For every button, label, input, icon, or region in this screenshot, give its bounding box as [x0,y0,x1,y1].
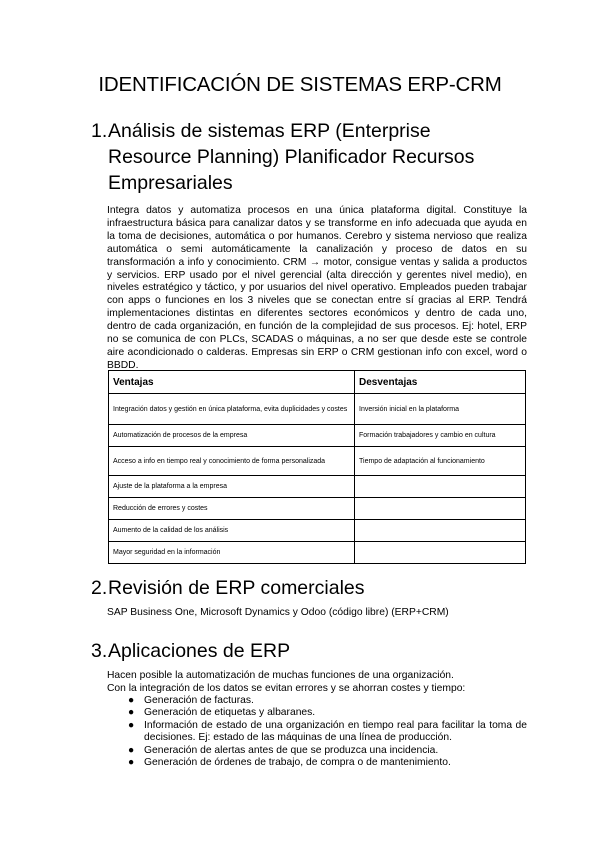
section-2-body: SAP Business One, Microsoft Dynamics y Odoo (código libre) (ERP+CRM) [107,607,449,618]
section-2-title: Revisión de ERP comerciales [108,577,365,599]
table-cell [355,476,526,498]
list-item-text: Información de estado de una organización en tiempo real para facilitar la toma de decisiones. Ej: estado de las máquinas de una línea de producción. [144,719,527,744]
bullet-icon: ● [128,757,135,769]
table-header-desventajas: Desventajas [355,371,526,394]
bullet-icon: ● [128,695,135,706]
list-item-text: Generación de órdenes de trabajo, de compra o de mantenimiento. [144,757,451,769]
table-row [109,394,526,425]
section-3-heading [91,638,491,664]
table-row [109,498,526,520]
list-item [107,757,527,769]
page-title: IDENTIFICACIÓN DE SISTEMAS ERP-CRM [98,73,502,96]
table-row [109,425,526,447]
table-cell: Inversión inicial en la plataforma [355,394,526,425]
table-row [109,447,526,476]
table-cell: Ajuste de la plataforma a la empresa [109,476,355,498]
table-row [109,476,526,498]
table-cell: Integración datos y gestión en única plataforma, evita duplicidades y costes [109,394,355,425]
list-item [107,707,527,719]
section-1-heading [91,118,491,198]
table-cell: Aumento de la calidad de los análisis [109,520,355,542]
applications-list [107,695,527,769]
list-item [107,745,527,757]
table-cell [355,520,526,542]
bullet-icon: ● [128,744,135,756]
section-2-heading [91,575,491,601]
table-cell: Tiempo de adaptación al funcionamiento [355,447,526,476]
table-header-ventajas: Ventajas [109,371,355,394]
table-cell: Mayor seguridad en la información [109,542,355,564]
bullet-icon: ● [128,719,135,731]
table-cell: Formación trabajadores y cambio en cultura [355,425,526,447]
list-item [107,720,527,745]
section-3-number: 3. [91,640,108,662]
section-1-title: Análisis de sistemas ERP (Enterprise Resource Planning) Planificador Recursos Empresariales [108,120,475,194]
list-item-text: Generación de alertas antes de que se produzca una incidencia. [144,744,439,756]
section-3-intro-1: Hacen posible la automatización de muchas funciones de una organización. [107,670,454,681]
section-3-intro-2: Con la integración de los datos se evitan errores y se ahorran costes y tiempo: [107,683,466,694]
section-2-number: 2. [91,577,108,599]
list-item-text: Generación de etiquetas y albaranes. [144,707,316,719]
table-row [109,520,526,542]
list-item [107,695,527,707]
table-cell: Reducción de errores y costes [109,498,355,520]
table-cell [355,542,526,564]
section-1-body: Integra datos y automatiza procesos en una única plataforma digital. Constituye la infraestructura básica para canalizar datos y se transforme en info adecuada que ayuda en la toma de decisiones, automática o por humanos. Cerebro y sistema nervioso que realiza automática o semi automáticamente la canalización y proceso de datos en su transformación a info y conocimiento. CRM → motor, consigue ventas y salida a productos y servicios. ERP usado por el nivel gerencial (alta dirección y gerentes nivel medio), en niveles estratégico y táctico, y por usuarios del nivel operativo. Empleados pueden trabajar con apps o funciones en los 3 niveles que se conectan entre sí gracias al ERP. Tendrá implementaciones distintas en diferentes sectores económicos y dentro de cada uno, dentro de cada organización, en función de la complejidad de sus procesos. Ej: hotel, ERP no se comunica de con PLCs, SCADAS o máquinas, a no ser que desde este se controle aire acondicionado o calderas. Empresas sin ERP o CRM gestionan info con excel, word o BBDD. [107,205,527,371]
table-header-row [109,371,526,394]
table-cell: Automatización de procesos de la empresa [109,425,355,447]
advantages-table [108,370,526,564]
section-1-number: 1. [91,120,108,142]
table-row [109,542,526,564]
section-3-title: Aplicaciones de ERP [108,640,291,662]
bullet-icon: ● [128,707,135,719]
table-cell [355,498,526,520]
list-item-text: Generación de facturas. [144,695,254,706]
table-cell: Acceso a info en tiempo real y conocimiento de forma personalizada [109,447,355,476]
